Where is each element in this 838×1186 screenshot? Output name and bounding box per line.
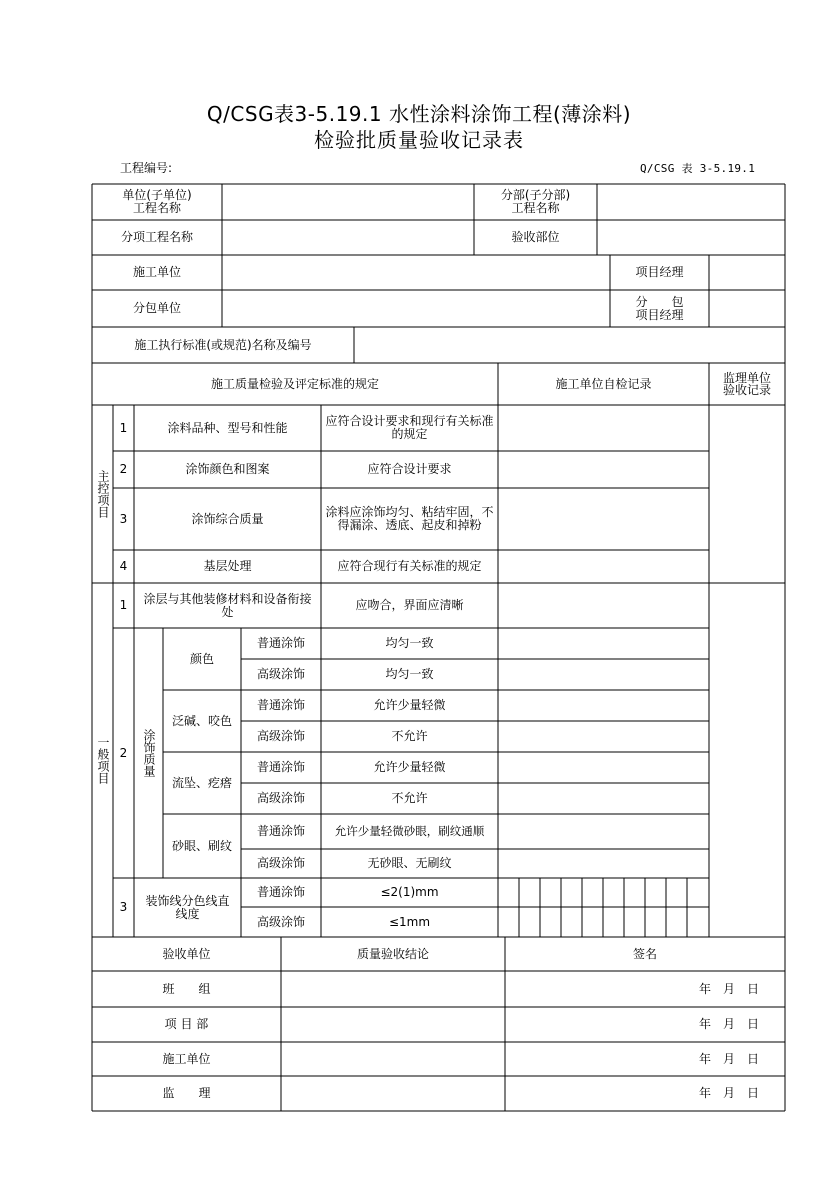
- acceptance-date[interactable]: 年 月 日: [698, 1086, 759, 1100]
- main-item-requirement: 涂料应涂饰均匀、粘结牢固，不得漏涂、透底、起皮和掉粉: [325, 505, 494, 532]
- grade-label: 普通涂饰: [256, 636, 305, 650]
- grade-label: 高级涂饰: [256, 729, 305, 743]
- grade-requirement: 均匀一致: [385, 636, 434, 650]
- general-item-no: 2: [119, 745, 128, 760]
- grade-label: 高级涂饰: [256, 791, 305, 805]
- grade-label: 普通涂饰: [256, 824, 305, 838]
- sub-item-name: 泛碱、咬色: [171, 713, 232, 728]
- grade-requirement: ≤1mm: [388, 914, 431, 929]
- general-item-name: 涂层与其他装修材料和设备衔接处: [143, 591, 312, 619]
- subcontractor-label: 分包单位: [132, 301, 181, 315]
- acceptance-signature-header: 签名: [632, 946, 657, 961]
- acceptance-unit: 项 目 部: [164, 1017, 209, 1031]
- project-number-label: 工程编号:: [120, 161, 173, 175]
- subitem-project-name-field[interactable]: [222, 220, 474, 255]
- main-item-no: 3: [119, 511, 128, 526]
- acceptance-conclusion-field[interactable]: [281, 971, 505, 1007]
- contractor-field[interactable]: [222, 255, 610, 290]
- grade-requirement: 不允许: [391, 791, 428, 805]
- self-check-column-header: 施工单位自检记录: [555, 376, 652, 391]
- main-item-name: 基层处理: [203, 559, 252, 573]
- general-item-no: 3: [119, 900, 128, 914]
- general-item-requirement: 应吻合，界面应清晰: [355, 598, 464, 612]
- sub-item-name: 颜色: [189, 651, 214, 666]
- grade-requirement: ≤2(1)mm: [380, 885, 439, 899]
- acceptance-conclusion-field[interactable]: [281, 1076, 505, 1111]
- main-item-requirement: 应符合设计要求: [367, 462, 452, 476]
- grade-requirement: 允许少量轻微: [373, 698, 446, 712]
- subcontract-pm-label: 分 包 项目经理: [635, 294, 684, 322]
- grade-label: 高级涂饰: [256, 667, 305, 681]
- contractor-label: 施工单位: [132, 265, 181, 279]
- main-item-requirement: 应符合现行有关标准的规定: [337, 559, 482, 573]
- acceptance-part-field[interactable]: [597, 220, 785, 255]
- acceptance-unit: 监 理: [162, 1086, 211, 1100]
- acceptance-conclusion-field[interactable]: [281, 1042, 505, 1076]
- acceptance-unit: 施工单位: [162, 1051, 211, 1066]
- main-item-no: 2: [119, 462, 128, 476]
- acceptance-part-label: 验收部位: [511, 230, 560, 244]
- subcontractor-field[interactable]: [222, 290, 610, 327]
- coating-quality-label: 涂饰质量: [142, 729, 156, 777]
- grade-label: 普通涂饰: [256, 760, 305, 774]
- grade-label: 高级涂饰: [256, 914, 305, 929]
- unit-project-name-field[interactable]: [222, 184, 474, 220]
- grade-requirement: 允许少量轻微砂眼，刷纹通顺: [334, 824, 485, 838]
- standard-label: 施工执行标准(或规范)名称及编号: [134, 337, 312, 352]
- subcontract-pm-field[interactable]: [709, 290, 785, 327]
- main-item-name: 涂饰颜色和图案: [185, 462, 270, 476]
- supervision-column-header: 监理单位 验收记录: [722, 371, 771, 397]
- acceptance-date[interactable]: 年 月 日: [698, 981, 759, 996]
- project-manager-field[interactable]: [709, 255, 785, 290]
- main-item-no: 4: [119, 559, 128, 573]
- acceptance-unit: 班 组: [162, 981, 211, 996]
- form-title-line2: 检验批质量验收记录表: [314, 128, 524, 152]
- main-item-requirement: 应符合设计要求和现行有关标准的规定: [325, 414, 494, 441]
- grade-label: 普通涂饰: [256, 698, 305, 712]
- form-code: Q/CSG 表 3-5.19.1: [640, 162, 756, 175]
- general-item-no: 1: [119, 598, 128, 612]
- sub-item-name: 流坠、疙瘩: [171, 775, 232, 790]
- project-manager-label: 项目经理: [635, 265, 684, 279]
- standard-field[interactable]: [354, 327, 785, 363]
- acceptance-conclusion-header: 质量验收结论: [356, 946, 429, 961]
- grade-label: 高级涂饰: [256, 856, 305, 870]
- grade-requirement: 不允许: [391, 729, 428, 743]
- main-items-group-label: 主控项目: [96, 470, 110, 518]
- acceptance-unit-header: 验收单位: [162, 946, 211, 961]
- acceptance-date[interactable]: 年 月 日: [698, 1051, 759, 1066]
- form-title-line1: Q/CSG表3-5.19.1 水性涂料涂饰工程(薄涂料): [206, 102, 632, 126]
- grade-requirement: 允许少量轻微: [373, 760, 446, 774]
- spec-column-header: 施工质量检验及评定标准的规定: [210, 376, 379, 391]
- general-items-group-label: 一般项目: [96, 736, 110, 784]
- main-item-name: 涂饰综合质量: [191, 511, 264, 526]
- grade-label: 普通涂饰: [256, 885, 305, 899]
- grade-requirement: 均匀一致: [385, 667, 434, 681]
- division-project-name-label: 分部(子分部) 工程名称: [500, 188, 571, 215]
- division-project-name-field[interactable]: [597, 184, 785, 220]
- unit-project-name-label: 单位(子单位) 工程名称: [122, 188, 192, 215]
- acceptance-conclusion-field[interactable]: [281, 1007, 505, 1042]
- acceptance-date[interactable]: 年 月 日: [698, 1017, 759, 1031]
- main-item-name: 涂料品种、型号和性能: [167, 420, 288, 435]
- main-item-no: 1: [119, 420, 128, 435]
- general-item-name: 装饰线分色线直线度: [145, 893, 230, 921]
- subitem-project-name-label: 分项工程名称: [120, 230, 193, 244]
- grade-requirement: 无砂眼、无刷纹: [367, 856, 452, 870]
- sub-item-name: 砂眼、刷纹: [171, 838, 232, 853]
